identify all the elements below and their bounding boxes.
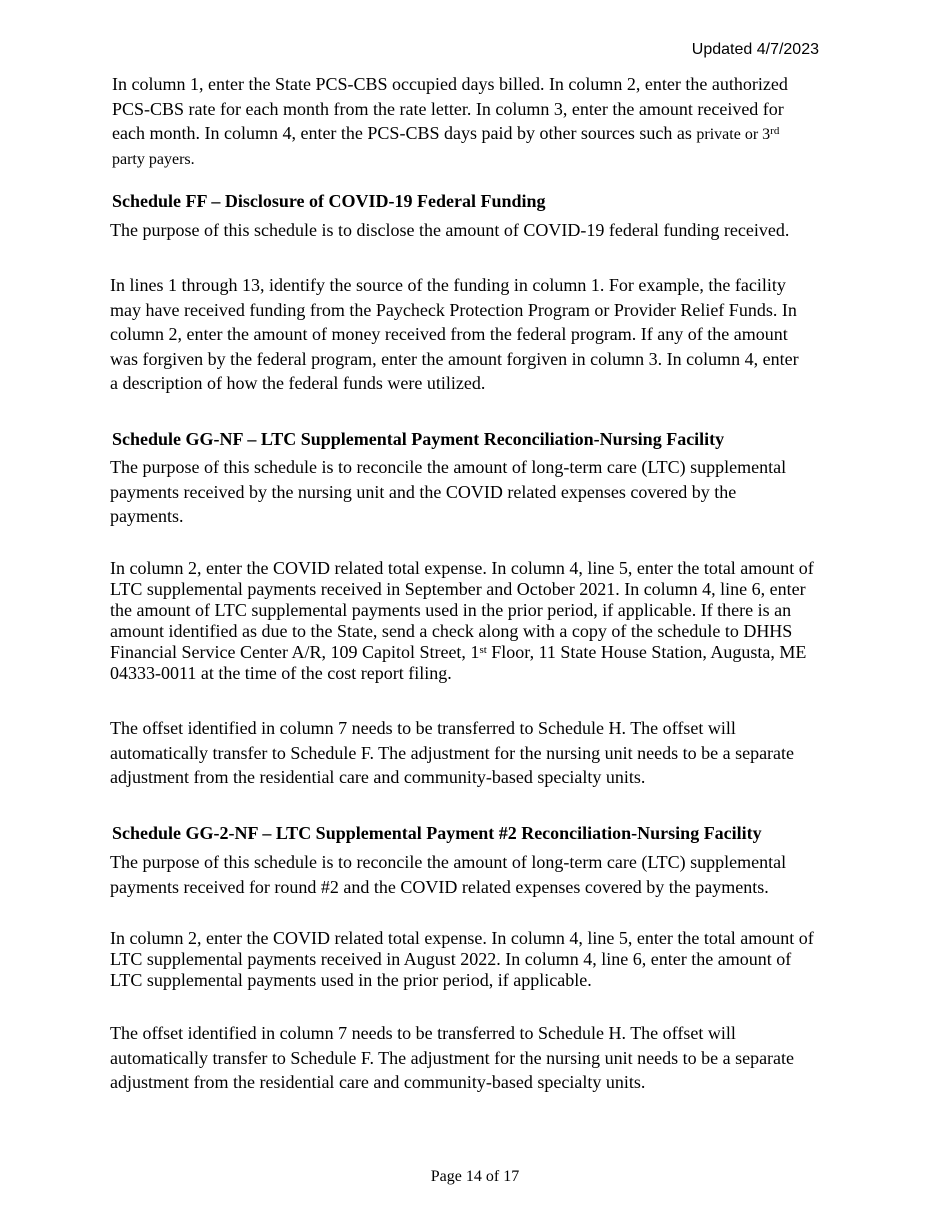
text-line: was forgiven by the federal program, enter the amount forgiven in column 3. In column 4, enter [110,348,799,369]
intro-paragraph [112,72,788,172]
text-line: may have received funding from the Paycheck Protection Program or Provider Relief Funds. In [110,299,797,320]
schedule-ff-purpose: The purpose of this schedule is to disclose the amount of COVID-19 federal funding received. [110,220,790,240]
schedule-gg2-nf-offset [110,1021,794,1095]
intro-line: each month. In column 4, enter the PCS-CBS days paid by other sources such as private or 3rd [112,123,780,143]
text-line: amount identified as due to the State, send a check along with a copy of the schedule to DHHS [110,621,793,641]
text-line: The offset identified in column 7 needs to be transferred to Schedule H. The offset will [110,1023,736,1043]
schedule-ff-heading: Schedule FF – Disclosure of COVID-19 Federal Funding [112,191,546,211]
schedule-gg2-nf-instructions [110,928,814,991]
schedule-gg-nf-purpose [110,455,786,529]
schedule-gg2-nf-heading: Schedule GG-2-NF – LTC Supplemental Payment #2 Reconciliation-Nursing Facility [112,823,762,843]
text-line: In lines 1 through 13, identify the source of the funding in column 1. For example, the facility [110,275,786,295]
text-line: In column 2, enter the COVID related total expense. In column 4, line 5, enter the total amount of [110,928,814,948]
text-line: LTC supplemental payments used in the prior period, if applicable. [110,970,592,990]
schedule-gg-nf-offset [110,716,794,790]
schedule-gg-nf-instructions [110,558,814,684]
schedule-gg-nf-heading: Schedule GG-NF – LTC Supplemental Payment Reconciliation-Nursing Facility [112,429,725,449]
text-line: 04333-0011 at the time of the cost report filing. [110,663,452,683]
intro-line: party payers. [112,150,195,168]
text-line: The purpose of this schedule is to reconcile the amount of long-term care (LTC) supplemental [110,457,787,477]
text-line: payments. [110,506,184,526]
text-line: The offset identified in column 7 needs to be transferred to Schedule H. The offset will [110,718,736,738]
intro-line: PCS-CBS rate for each month from the rate letter. In column 3, enter the amount received for [112,98,784,119]
text-line: column 2, enter the amount of money received from the federal program. If any of the amount [110,324,788,344]
updated-date: Updated 4/7/2023 [691,41,819,58]
schedule-ff-instructions [110,273,799,396]
text-line: automatically transfer to Schedule F. The adjustment for the nursing unit needs to be a separate [110,742,795,763]
text-line: payments received by the nursing unit and the COVID related expenses covered by the [110,481,737,502]
text-line: LTC supplemental payments received in September and October 2021. In column 4, line 6, enter [110,579,806,599]
text-line: adjustment from the residential care and community-based specialty units. [110,767,646,787]
text-line: automatically transfer to Schedule F. The adjustment for the nursing unit needs to be a separate [110,1047,795,1068]
text-line: In column 2, enter the COVID related total expense. In column 4, line 5, enter the total amount of [110,558,814,578]
text-line: The purpose of this schedule is to reconcile the amount of long-term care (LTC) supplemental [110,852,787,872]
text-line: Financial Service Center A/R, 109 Capitol Street, 1st Floor, 11 State House Station, Augusta, ME [110,642,807,662]
text-line: payments received for round #2 and the COVID related expenses covered by the payments. [110,876,769,897]
text-line: LTC supplemental payments received in August 2022. In column 4, line 6, enter the amount of [110,949,792,969]
text-line: a description of how the federal funds were utilized. [110,373,486,393]
text-line: adjustment from the residential care and community-based specialty units. [110,1072,646,1092]
text-line: the amount of LTC supplemental payments used in the prior period, if applicable. If there is an [110,600,792,620]
intro-line: In column 1, enter the State PCS-CBS occupied days billed. In column 2, enter the authorized [112,74,788,94]
schedule-gg2-nf-purpose [110,850,786,899]
page-number: Page 14 of 17 [430,1168,520,1185]
